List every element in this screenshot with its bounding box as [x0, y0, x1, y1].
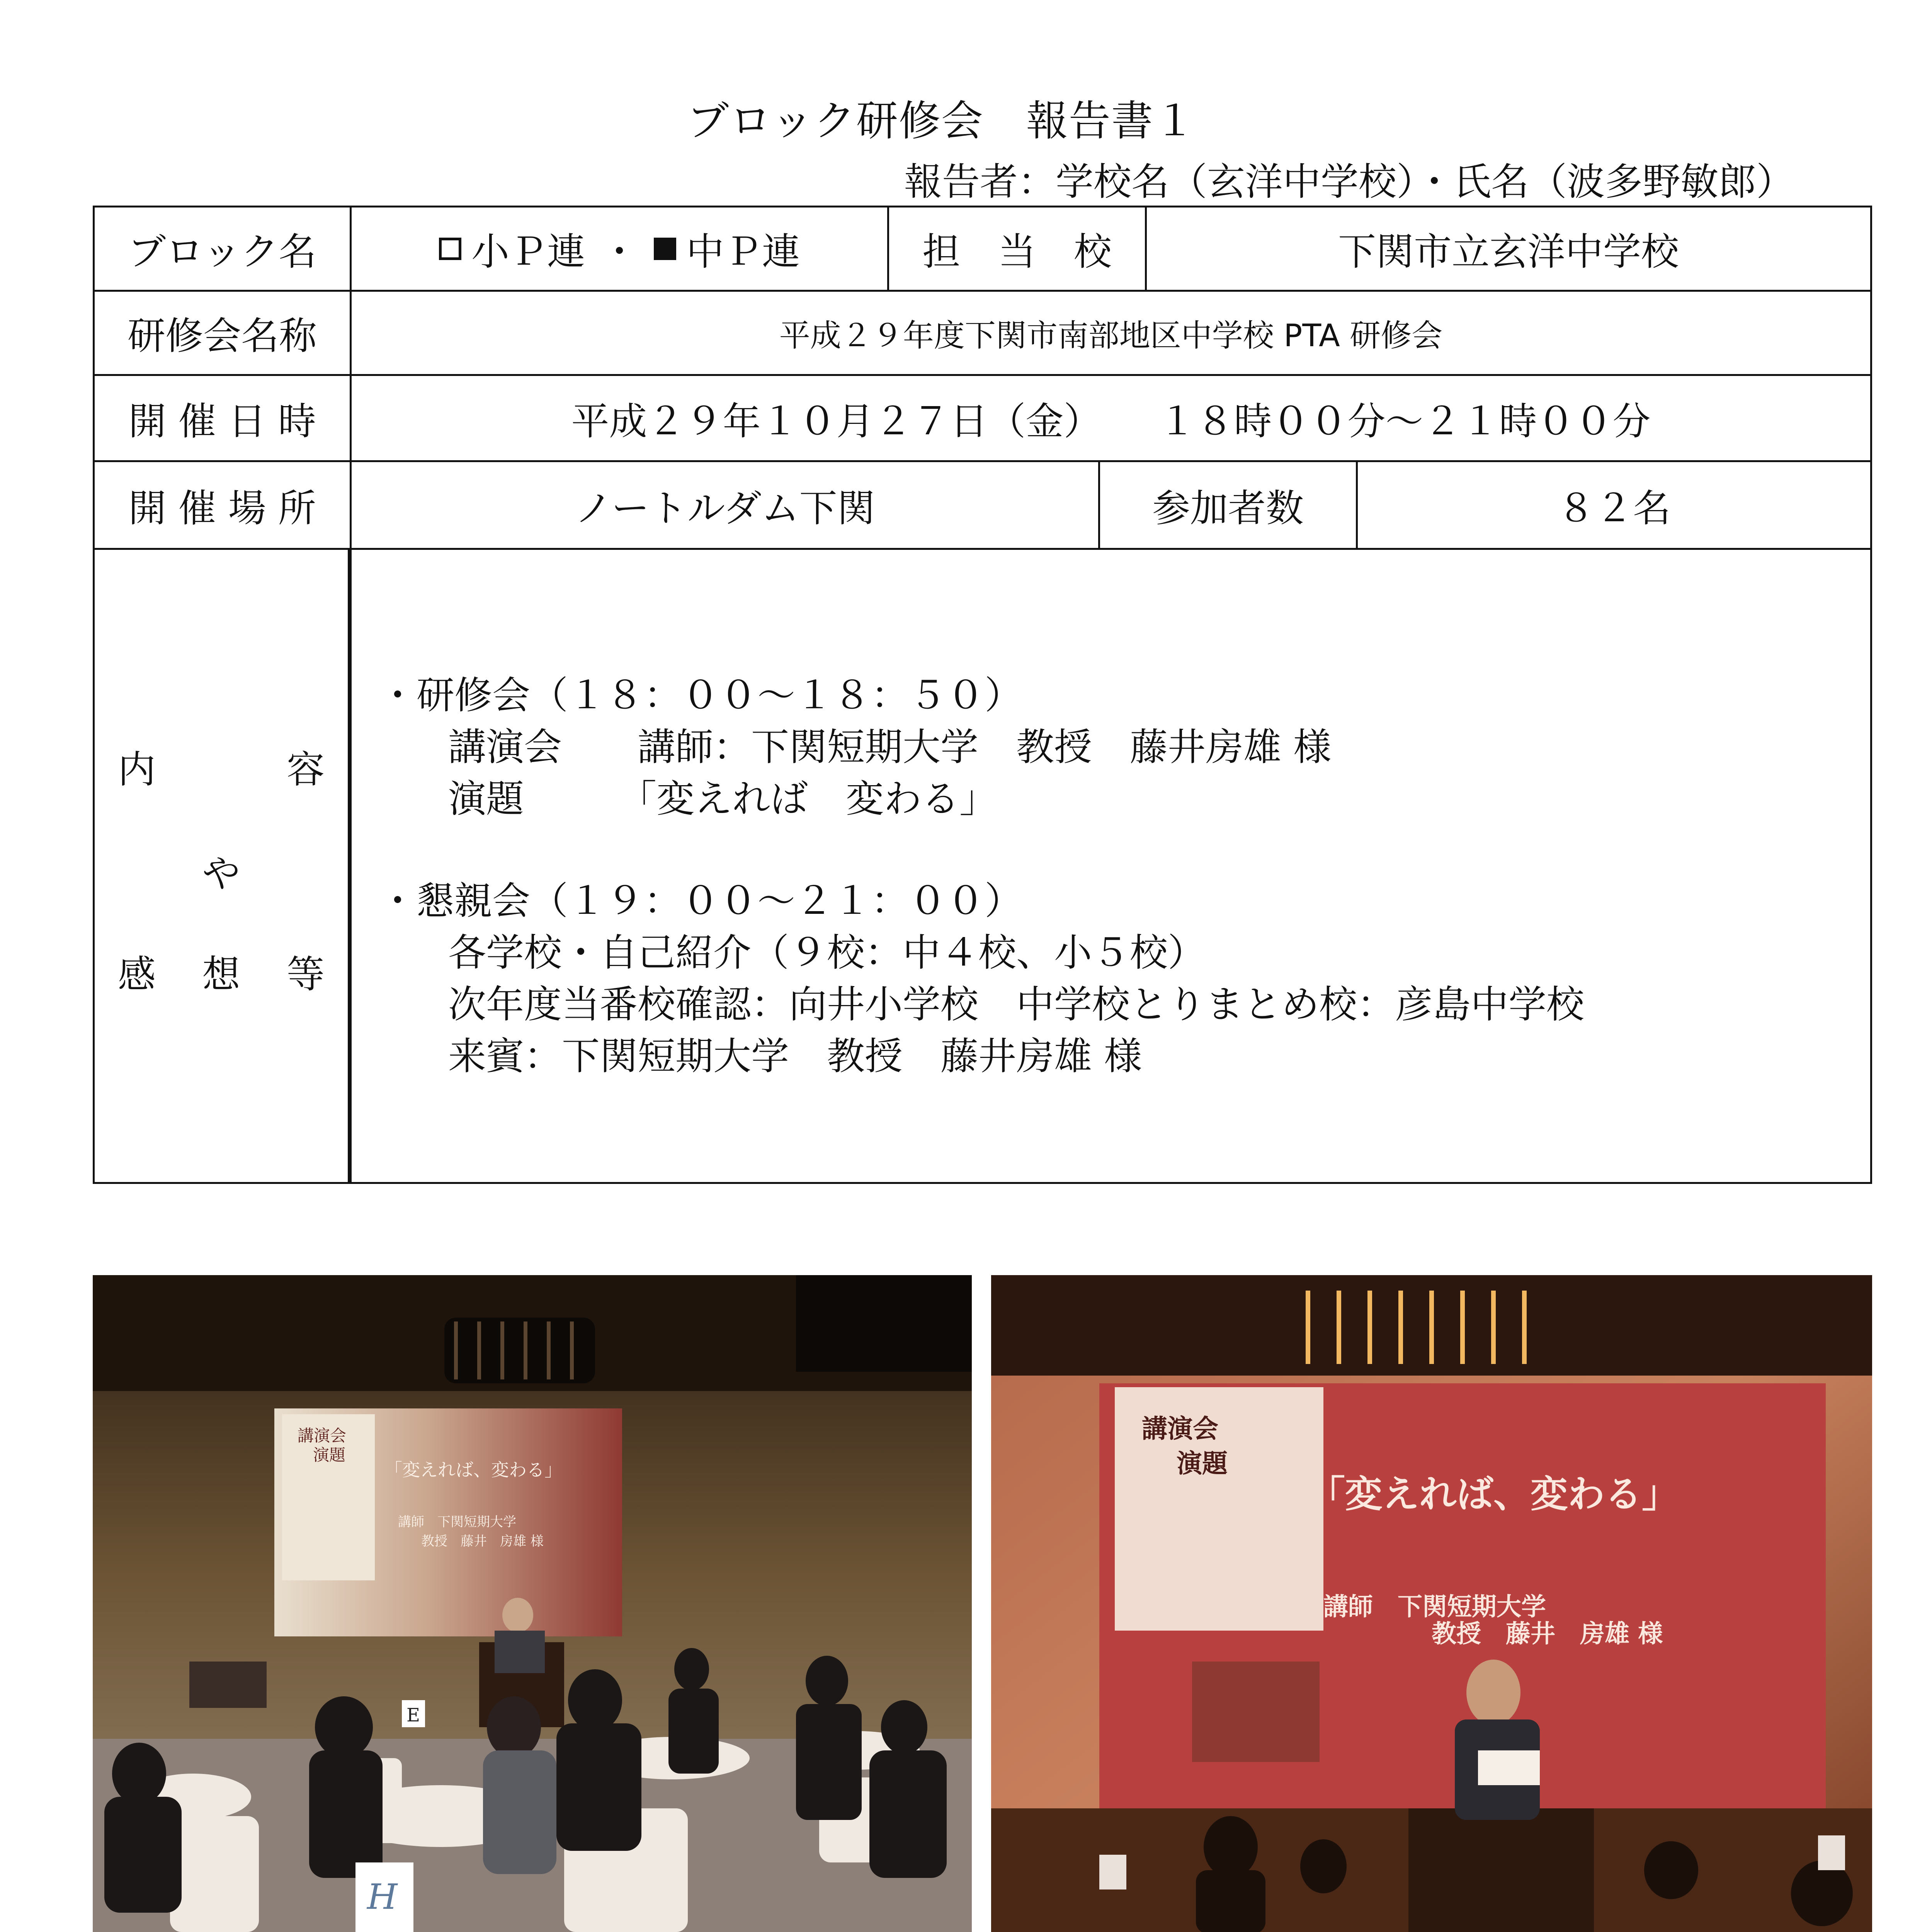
- p1-screen-title: 「変えれば、変わる」: [384, 1459, 562, 1480]
- block-options-cell: [350, 206, 889, 292]
- p2-screen-line1: 講演会: [1142, 1414, 1218, 1444]
- section1-line2: 演題 「変えれば 変わる」: [448, 777, 998, 821]
- checkbox-sho-p-ren[interactable]: [439, 238, 461, 260]
- p2-screen-title: 「変えれば、変わる」: [1308, 1473, 1679, 1516]
- p1-screen-line3: 講師 下関短期大学: [398, 1514, 516, 1530]
- section2-heading: ・懇親会（１９：００～２１：００）: [379, 879, 1023, 923]
- host-label-cell: [887, 206, 1147, 292]
- content-label-cell: [93, 548, 350, 1184]
- page-title: ブロック研修会 報告書１: [687, 97, 1196, 145]
- block-option-1: 小Ｐ連: [471, 230, 585, 274]
- photo-lecture-speaker: [991, 1275, 1872, 1932]
- venue-value-cell: [350, 460, 1100, 550]
- photo-lecture-hall: [93, 1275, 972, 1932]
- p1-screen-line4: 教授 藤井 房雄 様: [421, 1534, 544, 1549]
- content-label-you: 容: [286, 748, 325, 792]
- section2-line3: 来賓：下関短期大学 教授 藤井房雄 様: [448, 1034, 1142, 1078]
- p1-table-card: E: [406, 1704, 420, 1726]
- block-label-cell: [93, 206, 352, 292]
- content-label-sou: 想: [202, 952, 240, 997]
- venue-value: ノートルダム下関: [575, 486, 875, 531]
- training-name-label-cell: [93, 290, 352, 376]
- p1-table-card2: H: [367, 1877, 398, 1917]
- p2-screen-line4: 教授 藤井 房雄 様: [1432, 1620, 1663, 1648]
- date-label-cell: [93, 374, 352, 462]
- host-label: 担 当 校: [922, 230, 1112, 274]
- content-label-nai: 内: [118, 748, 156, 792]
- training-name-value-cell: [350, 290, 1872, 376]
- date-value: 平成２９年１０月２７日（金） １８時００分～２１時００分: [571, 399, 1651, 444]
- training-name-label: 研修会名称: [127, 314, 317, 358]
- p1-screen-line2: 演題: [313, 1446, 346, 1464]
- date-value-cell: [350, 374, 1872, 462]
- content-cell: [350, 548, 1872, 1184]
- participants-value-cell: [1356, 460, 1872, 550]
- venue-label: 開 催 場 所: [128, 486, 316, 531]
- date-label: 開 催 日 時: [128, 399, 316, 444]
- p2-screen-line3: 講師 下関短期大学: [1323, 1593, 1546, 1621]
- content-label-kan: 感: [118, 952, 156, 997]
- p1-screen-line1: 講演会: [298, 1426, 347, 1445]
- content-body: [379, 670, 1584, 1082]
- section1-line1: 講演会 講師：下関短期大学 教授 藤井房雄 様: [448, 725, 1332, 769]
- content-label-tou: 等: [286, 952, 325, 997]
- content-label-row1: [118, 739, 325, 794]
- block-separator: ・: [600, 230, 638, 274]
- photo-lecture-speaker-image: [991, 1275, 1872, 1932]
- content-label-row2: [118, 844, 325, 898]
- section2-line2: 次年度当番校確認：向井小学校 中学校とりまとめ校：彦島中学校: [448, 983, 1585, 1027]
- participants-label: 参加者数: [1152, 486, 1304, 531]
- participants-value: ８２名: [1557, 486, 1671, 531]
- section1-heading: ・研修会（１８：００～１８：５０）: [379, 673, 1023, 718]
- content-label-row3: [118, 944, 325, 998]
- block-option-2: 中Ｐ連: [686, 230, 800, 274]
- photo-lecture-hall-image: [93, 1275, 972, 1932]
- host-value: 下関市立玄洋中学校: [1338, 230, 1679, 274]
- p2-screen-line2: 演題: [1177, 1449, 1228, 1478]
- reporter-line: 報告者：学校名（玄洋中学校）・氏名（波多野敏郎）: [904, 160, 1794, 204]
- participants-label-cell: [1098, 460, 1358, 550]
- block-label: ブロック名: [128, 230, 317, 274]
- content-label-ya: や: [202, 852, 240, 896]
- section2-line1: 各学校・自己紹介（９校：中４校、小５校）: [448, 931, 1206, 975]
- host-value-cell: [1145, 206, 1872, 292]
- checkbox-chu-p-ren[interactable]: [654, 238, 676, 260]
- training-name-value: 平成２９年度下関市南部地区中学校 PTA 研修会: [779, 318, 1443, 354]
- venue-label-cell: [93, 460, 352, 550]
